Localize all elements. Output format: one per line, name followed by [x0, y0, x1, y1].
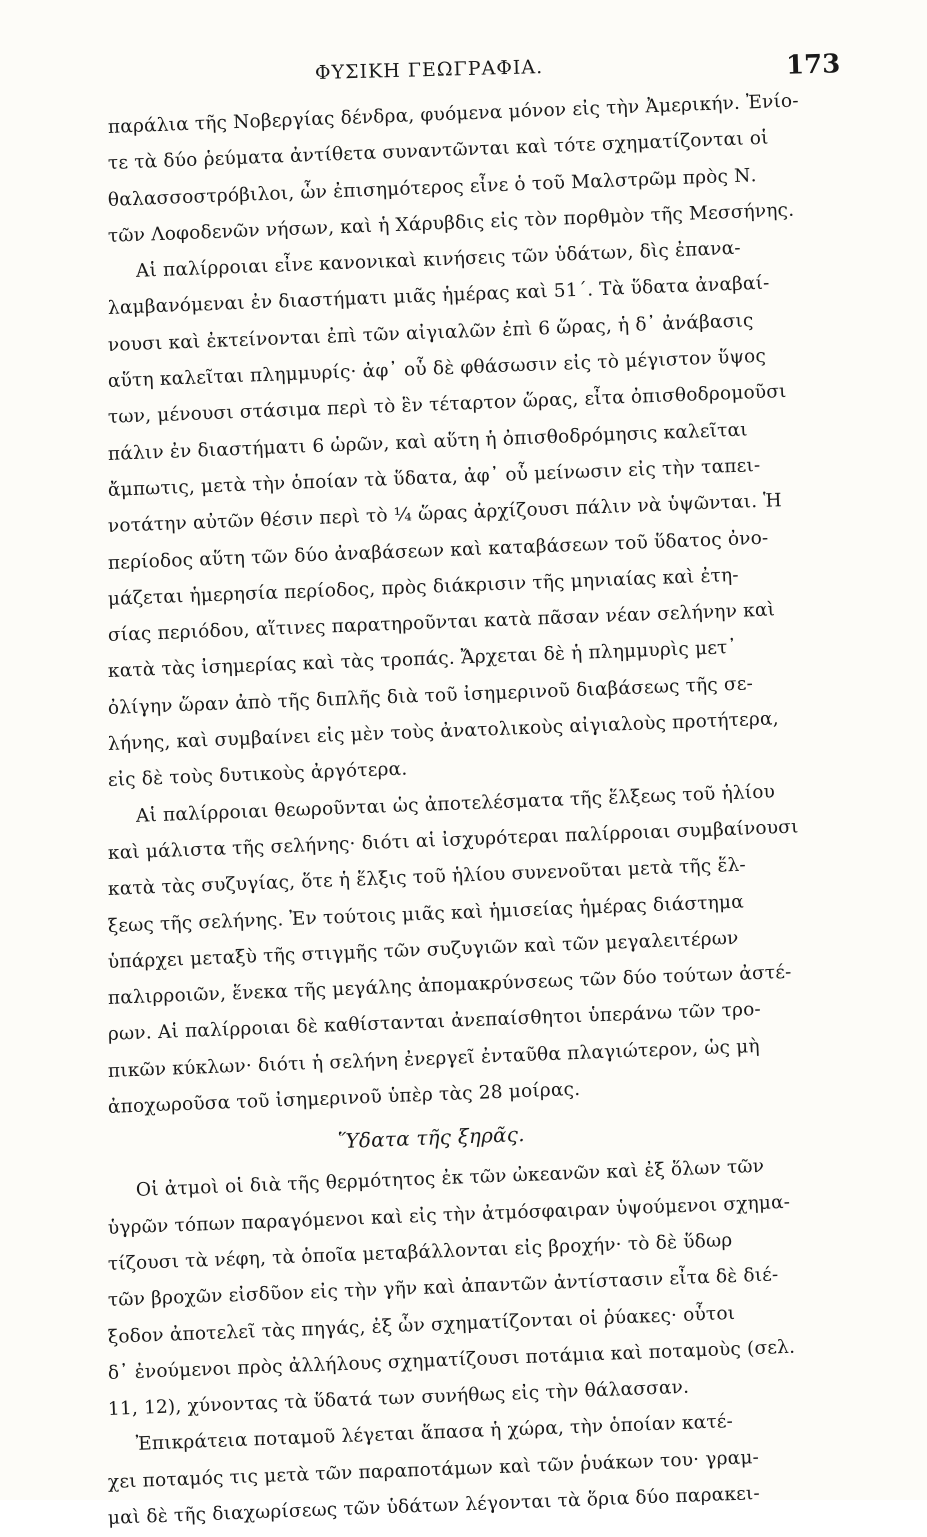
text-line: καὶ μάλιστα τῆς σελήνης· διότι αἱ ἰσχυρότεραι παλίρροιαι συμβαίνουσι	[107, 816, 799, 864]
text-line: ξεως τῆς σελήνης. Ἐν τούτοις μιᾶς καὶ ἡμισείας ἡμέρας διάστημα	[107, 891, 745, 937]
text-line: αὕτη καλεῖται πλημμυρίς· ἀφ᾽ οὗ δὲ φθάσωσιν εἰς τὸ μέγιστον ὕψος	[107, 345, 767, 393]
running-title: ΦΥΣΙΚΗ ΓΕΩΓΡΑΦΙΑ.	[314, 56, 544, 84]
text-line: πάλιν ἐν διαστήματι 6 ὡρῶν, καὶ αὕτη ἡ ὀπισθοδρόμησις καλεῖται	[107, 419, 749, 465]
text-line: θαλασσοστρόβιλοι, ὧν ἐπισημότερος εἶνε ὁ τοῦ Μαλστρῶμ πρὸς Ν.	[107, 164, 757, 211]
text-line: Αἱ παλίρροιαι θεωροῦνται ὡς ἀποτελέσματα τῆς ἕλξεως τοῦ ἡλίου	[135, 781, 776, 827]
text-line: παλιρροιῶν, ἕνεκα τῆς μεγάλης ἀπομακρύνσεως τῶν δύο τούτων ἀστέ-	[107, 961, 792, 1010]
text-line: νουσι καὶ ἐκτείνονται ἐπὶ τῶν αἰγιαλῶν ἐπὶ 6 ὥρας, ἡ δ᾽ ἀνάβασις	[107, 309, 754, 356]
text-line: ὑπάρχει μεταξὺ τῆς στιγμῆς τῶν συζυγιῶν καὶ τῶν μεγαλειτέρων	[107, 927, 739, 973]
text-line: χει ποταμός τις μετὰ τῶν παραποτάμων καὶ τῶν ῥυάκων του· γραμ-	[107, 1446, 760, 1493]
text-line: λαμβανόμεναι ἐν διαστήματι μιᾶς ἡμέρας καὶ 51΄. Τὰ ὕδατα ἀναβαί-	[107, 273, 770, 320]
text-line: μαὶ δὲ τῆς διαχωρίσεως τῶν ὑδάτων λέγονται τὰ ὅρια δύο παρακει-	[107, 1482, 761, 1529]
text-line: τῶν βροχῶν εἰσδῦον εἰς τὴν γῆν καὶ ἀπαντῶν ἀντίστασιν εἶτα δὲ διέ-	[107, 1264, 779, 1312]
text-line: 11, 12), χύνοντας τὰ ὕδατά των συνήθως εἰς τὴν θάλασσαν.	[107, 1376, 690, 1421]
text-line: ἄμπωτις, μετὰ τὴν ὁποίαν τὰ ὕδατα, ἀφ᾽ οὗ μείνωσιν εἰς τὴν ταπει-	[107, 454, 761, 501]
page-number: 173	[785, 49, 841, 81]
text-line: ὀλίγην ὥραν ἀπὸ τῆς διπλῆς διὰ τοῦ ἰσημερινοῦ διαβάσεως τῆς σε-	[107, 672, 754, 719]
text-line: μάζεται ἡμερησία περίοδος, πρὸς διάκρισιν τῆς μηνιαίας καὶ ἐτη-	[107, 564, 740, 610]
text-line: δ᾽ ἐνούμενοι πρὸς ἀλλήλους σχηματίζουσι ποτάμια καὶ ποταμοὺς (σελ.	[107, 1336, 796, 1384]
text-line: τίζουσι τὰ νέφη, τὰ ὁποῖα μεταβάλλονται εἰς βροχήν· τὸ δὲ ὕδωρ	[107, 1229, 733, 1275]
text-line: νοτάτην αὐτῶν θέσιν περὶ τὸ ¼ ὥρας ἀρχίζουσι πάλιν νὰ ὑψῶνται. Ἡ	[107, 490, 783, 538]
text-line: παράλια τῆς Νοβεργίας δένδρα, φυόμενα μόνον εἰς τὴν Ἀμερικήν. Ἐνίο-	[107, 90, 800, 138]
text-line: περίοδος αὕτη τῶν δύο ἀναβάσεων καὶ καταβάσεων τοῦ ὕδατος ὀνο-	[107, 527, 769, 574]
section-heading: Ὕδατα τῆς ξηρᾶς.	[337, 1122, 526, 1154]
text-line: εἰς δὲ τοὺς δυτικοὺς ἀργότερα.	[107, 758, 408, 792]
text-line: Οἱ ἀτμοὶ οἱ διὰ τῆς θερμότητος ἐκ τῶν ὠκεανῶν καὶ ἐξ ὅλων τῶν	[135, 1156, 765, 1202]
text-line: ρων. Αἱ παλίρροιαι δὲ καθίστανται ἀνεπαίσθητοι ὑπεράνω τῶν τρο-	[107, 999, 762, 1046]
text-line: των, μένουσι στάσιμα περὶ τὸ ἓν τέταρτον ὥρας, εἶτα ὀπισθοδρομοῦσι	[107, 381, 787, 429]
body-text	[107, 90, 828, 1537]
text-line: κατὰ τὰς ἰσημερίας καὶ τὰς τροπάς. Ἄρχεται δὲ ἡ πλημμυρὶς μετ᾽	[107, 637, 738, 683]
text-line: λήνης, καὶ συμβαίνει εἰς μὲν τοὺς ἀνατολικοὺς αἰγιαλοὺς προτήτερα,	[107, 708, 780, 756]
text-line: τῶν Λοφοδενῶν νήσων, καὶ ἡ Χάρυβδις εἰς τὸν πορθμὸν τῆς Μεσσήνης.	[107, 199, 795, 247]
text-line: ξοδον ἀποτελεῖ τὰς πηγάς, ἐξ ὧν σχηματίζονται οἱ ῥύακες· οὗτοι	[107, 1302, 736, 1348]
text-line: Ἐπικράτεια ποταμοῦ λέγεται ἅπασα ἡ χώρα, τὴν ὁποίαν κατέ-	[135, 1411, 734, 1456]
text-line: τε τὰ δύο ῥεύματα ἀντίθετα συναντῶνται καὶ τότε σχηματίζονται οἱ	[107, 127, 769, 175]
text-line: ἀποχωροῦσα τοῦ ἰσημερινοῦ ὑπὲρ τὰς 28 μοίρας.	[107, 1078, 581, 1119]
text-line: κατὰ τὰς συζυγίας, ὅτε ἡ ἕλξις τοῦ ἡλίου συνενοῦται μετὰ τῆς ἕλ-	[107, 854, 747, 901]
text-line: Αἱ παλίρροιαι εἶνε κανονικαὶ κινήσεις τῶν ὑδάτων, δὶς ἐπανα-	[135, 237, 742, 283]
text-line: ὑγρῶν τόπων παραγόμενοι καὶ εἰς τὴν ἀτμόσφαιραν ὑψούμενοι σχημα-	[107, 1191, 791, 1239]
text-line: σίας περιόδου, αἵτινες παρατηροῦνται κατὰ πᾶσαν νέαν σελήνην καὶ	[107, 599, 776, 647]
text-line: πικῶν κύκλων· διότι ἡ σελήνη ἐνεργεῖ ἐνταῦθα πλαγιώτερον, ὡς μὴ	[107, 1035, 761, 1082]
